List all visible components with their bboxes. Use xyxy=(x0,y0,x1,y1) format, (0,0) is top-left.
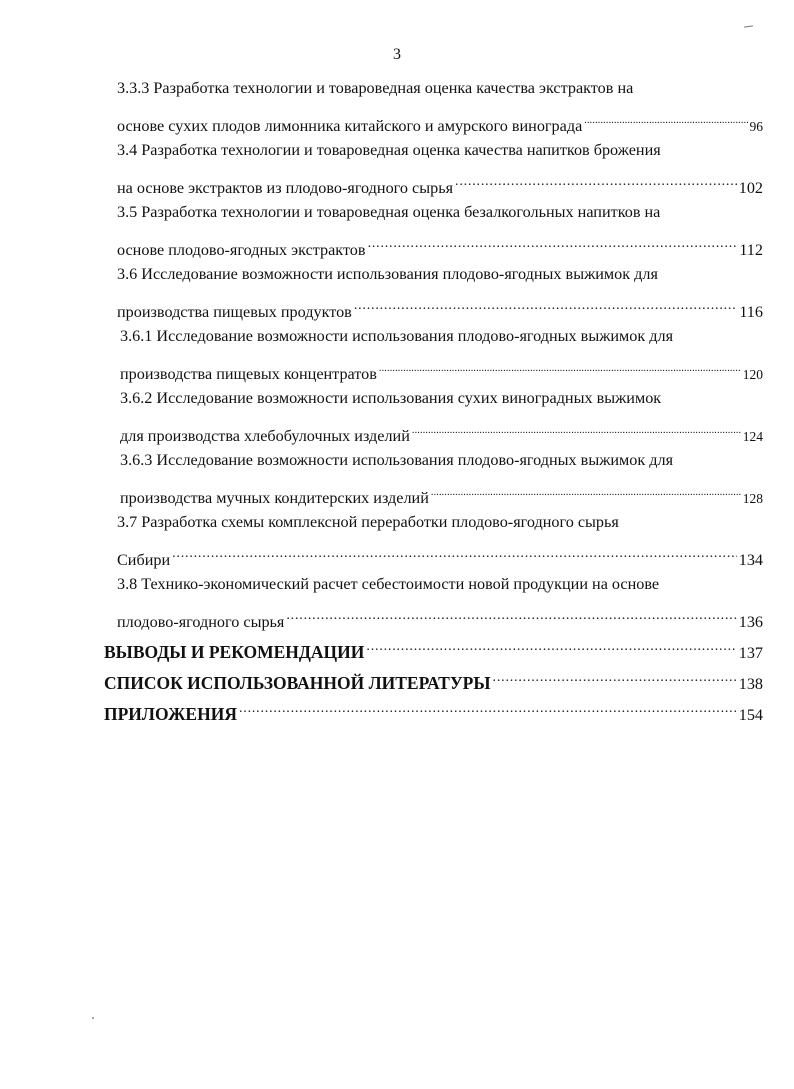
toc-entry-title: 3.6.2 Исследование возможности использования сухих виноградных выжимок xyxy=(120,389,662,407)
toc-page-number: 134 xyxy=(738,551,763,569)
toc-entry-title: 3.3.3 Разработка технологии и товароведная оценка качества экстрактов на xyxy=(117,79,634,97)
toc-section-heading: ПРИЛОЖЕНИЯ xyxy=(104,704,237,724)
toc-page-number: 154 xyxy=(738,706,763,724)
toc-entry-title: производства пищевых продуктов xyxy=(117,303,352,321)
toc-entry-row xyxy=(104,634,763,662)
toc-entry-title: для производства хлебобулочных изделий xyxy=(120,427,410,445)
toc-entry-title: 3.8 Технико-экономический расчет себестоимости новой продукции на основе xyxy=(117,575,660,593)
toc-entry-title: 3.6.3 Исследование возможности использования плодово-ягодных выжимок для xyxy=(120,451,674,469)
toc-page-number: 112 xyxy=(739,241,763,259)
toc-entry-title: 3.5 Разработка технологии и товароведная оценка безалкогольных напитков на xyxy=(117,203,661,221)
toc-entry-title: производства мучных кондитерских изделий xyxy=(120,489,429,507)
toc-entry-row xyxy=(117,603,763,631)
dot-leader xyxy=(412,417,741,441)
toc-entry-row xyxy=(104,665,763,693)
toc-entry-row xyxy=(117,231,763,259)
toc-entry-row xyxy=(104,696,763,724)
dot-leader xyxy=(366,634,736,658)
toc-entry-title: основе сухих плодов лимонника китайского и амурского винограда xyxy=(117,117,583,135)
toc-entry-title: плодово-ягодного сырья xyxy=(117,613,285,631)
dot-leader xyxy=(455,169,737,193)
dot-leader xyxy=(368,231,738,255)
toc-entry-title: производства пищевых концентратов xyxy=(120,365,377,383)
toc-entry-row xyxy=(117,107,763,135)
toc-page-number: 96 xyxy=(749,119,763,134)
page-number: 3 xyxy=(393,46,401,63)
toc-page-number: 137 xyxy=(738,644,763,662)
dot-leader xyxy=(172,541,737,565)
toc-entry-title: 3.7 Разработка схемы комплексной переработки плодово-ягодного сырья xyxy=(117,513,619,531)
scan-mark xyxy=(744,25,753,27)
toc-entry-row xyxy=(120,417,763,445)
dot-leader xyxy=(431,479,741,503)
toc-section-heading: ВЫВОДЫ И РЕКОМЕНДАЦИИ xyxy=(104,642,365,662)
toc-page-number: 136 xyxy=(738,613,763,631)
toc-entry-title: 3.6.1 Исследование возможности использования плодово-ягодных выжимок для xyxy=(120,327,674,345)
toc-entry-row xyxy=(117,169,763,197)
toc-section-heading: СПИСОК ИСПОЛЬЗОВАННОЙ ЛИТЕРАТУРЫ xyxy=(104,673,491,693)
dot-leader xyxy=(584,107,747,131)
scan-speck xyxy=(92,1017,94,1019)
toc-entry-title: основе плодово-ягодных экстрактов xyxy=(117,241,366,259)
toc-page-number: 138 xyxy=(738,675,763,693)
toc-entry-title: на основе экстрактов из плодово-ягодного сырья xyxy=(117,179,454,197)
toc-entry-title: Сибири xyxy=(117,551,171,569)
toc-entry-title: 3.4 Разработка технологии и товароведная оценка качества напитков брожения xyxy=(117,141,661,159)
toc-page-number: 102 xyxy=(738,179,763,197)
toc-entry-row xyxy=(120,479,763,507)
toc-page-number: 116 xyxy=(739,303,763,321)
toc-page-number: 128 xyxy=(742,491,763,506)
toc-entry-title: 3.6 Исследование возможности использования плодово-ягодных выжимок для xyxy=(117,265,658,283)
dot-leader xyxy=(286,603,736,627)
toc-page-number: 120 xyxy=(742,367,763,382)
dot-leader xyxy=(239,696,737,720)
toc-entry-row xyxy=(120,355,763,383)
toc-entry-row xyxy=(117,541,763,569)
toc-entry-row xyxy=(117,293,763,321)
dot-leader xyxy=(493,665,737,689)
dot-leader xyxy=(354,293,737,317)
dot-leader xyxy=(379,355,741,379)
toc-page-number: 124 xyxy=(742,429,763,444)
